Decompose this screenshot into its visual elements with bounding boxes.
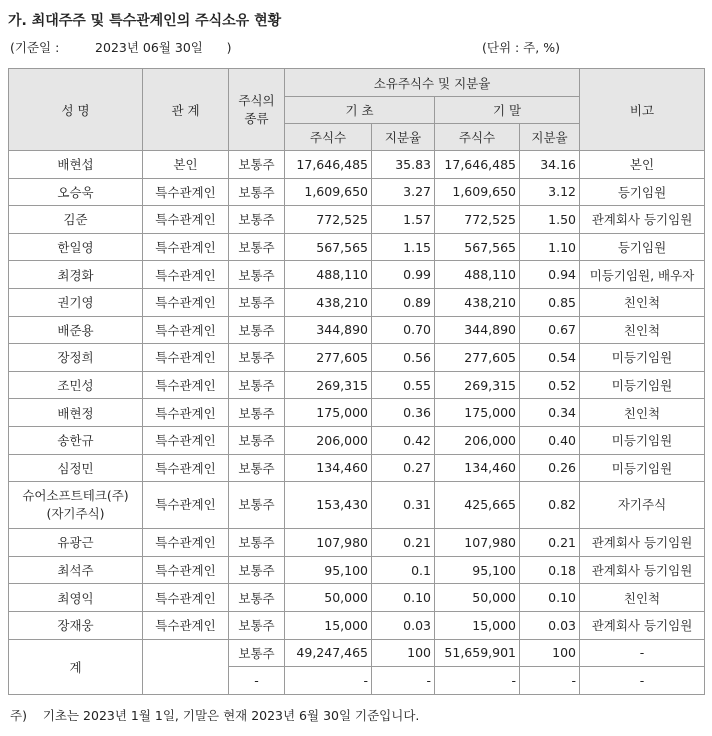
- cell-end-shares: 95,100: [435, 556, 520, 584]
- cell-end-ratio: 1.50: [520, 206, 580, 234]
- cell-name: 배현섭: [9, 151, 143, 179]
- total-note: -: [580, 667, 705, 695]
- cell-stock-type: 보통주: [229, 206, 285, 234]
- cell-begin-ratio: 0.31: [372, 482, 435, 529]
- cell-begin-ratio: 0.99: [372, 261, 435, 289]
- cell-note: 관계회사 등기임원: [580, 529, 705, 557]
- cell-begin-shares: 15,000: [285, 611, 372, 639]
- total-end-ratio: -: [520, 667, 580, 695]
- cell-begin-ratio: 1.15: [372, 233, 435, 261]
- cell-relation: 특수관계인: [143, 371, 229, 399]
- cell-name: 최영익: [9, 584, 143, 612]
- cell-name: 조민성: [9, 371, 143, 399]
- cell-end-shares: 488,110: [435, 261, 520, 289]
- cell-end-ratio: 0.34: [520, 399, 580, 427]
- cell-end-shares: 344,890: [435, 316, 520, 344]
- cell-name: 심정민: [9, 454, 143, 482]
- table-row: [9, 399, 705, 427]
- cell-end-shares: 15,000: [435, 611, 520, 639]
- cell-begin-shares: 277,605: [285, 344, 372, 372]
- cell-end-shares: 175,000: [435, 399, 520, 427]
- cell-begin-ratio: 0.56: [372, 344, 435, 372]
- cell-begin-shares: 567,565: [285, 233, 372, 261]
- cell-begin-shares: 17,646,485: [285, 151, 372, 179]
- total-begin-shares: -: [285, 667, 372, 695]
- header-holdings: 소유주식수 및 지분율: [285, 69, 580, 97]
- total-type: 보통주: [229, 639, 285, 667]
- cell-relation: 특수관계인: [143, 178, 229, 206]
- cell-stock-type: 보통주: [229, 426, 285, 454]
- cell-end-shares: 277,605: [435, 344, 520, 372]
- header-end-ratio: 지분율: [520, 124, 580, 151]
- cell-end-shares: 1,609,650: [435, 178, 520, 206]
- cell-begin-shares: 344,890: [285, 316, 372, 344]
- cell-name: 권기영: [9, 288, 143, 316]
- table-row: [9, 344, 705, 372]
- table-row: [9, 288, 705, 316]
- cell-end-shares: 107,980: [435, 529, 520, 557]
- cell-note: 자기주식: [580, 482, 705, 529]
- table-row: [9, 151, 705, 179]
- header-name: 성 명: [9, 69, 143, 151]
- table-row: [9, 371, 705, 399]
- cell-end-ratio: 1.10: [520, 233, 580, 261]
- cell-stock-type: 보통주: [229, 316, 285, 344]
- cell-stock-type: 보통주: [229, 261, 285, 289]
- cell-relation: 특수관계인: [143, 288, 229, 316]
- cell-note: 미등기임원, 배우자: [580, 261, 705, 289]
- table-row: [9, 611, 705, 639]
- table-row: [9, 233, 705, 261]
- cell-relation: 본인: [143, 151, 229, 179]
- total-relation-empty: [143, 639, 229, 694]
- cell-stock-type: 보통주: [229, 233, 285, 261]
- cell-begin-ratio: 1.57: [372, 206, 435, 234]
- cell-relation: 특수관계인: [143, 233, 229, 261]
- cell-begin-shares: 95,100: [285, 556, 372, 584]
- table-row: [9, 454, 705, 482]
- cell-begin-ratio: 0.21: [372, 529, 435, 557]
- cell-stock-type: 보통주: [229, 454, 285, 482]
- cell-relation: 특수관계인: [143, 316, 229, 344]
- cell-end-ratio: 0.03: [520, 611, 580, 639]
- cell-begin-shares: 175,000: [285, 399, 372, 427]
- cell-begin-shares: 269,315: [285, 371, 372, 399]
- cell-stock-type: 보통주: [229, 611, 285, 639]
- cell-stock-type: 보통주: [229, 399, 285, 427]
- cell-name: 배현정: [9, 399, 143, 427]
- table-row: [9, 529, 705, 557]
- cell-begin-ratio: 3.27: [372, 178, 435, 206]
- cell-name: 배준용: [9, 316, 143, 344]
- cell-note: 친인척: [580, 316, 705, 344]
- cell-end-ratio: 0.82: [520, 482, 580, 529]
- total-begin-shares: 49,247,465: [285, 639, 372, 667]
- cell-relation: 특수관계인: [143, 482, 229, 529]
- cell-end-shares: 772,525: [435, 206, 520, 234]
- cell-note: 관계회사 등기임원: [580, 611, 705, 639]
- header-begin-shares: 주식수: [285, 124, 372, 151]
- table-row: [9, 584, 705, 612]
- section-title: 가. 최대주주 및 특수관계인의 주식소유 현황: [8, 13, 282, 29]
- cell-name: 한일영: [9, 233, 143, 261]
- cell-note: 친인척: [580, 288, 705, 316]
- cell-end-ratio: 0.52: [520, 371, 580, 399]
- cell-begin-ratio: 35.83: [372, 151, 435, 179]
- cell-note: 미등기임원: [580, 371, 705, 399]
- unit-label: (단위 : 주, %): [482, 40, 560, 55]
- cell-begin-ratio: 0.36: [372, 399, 435, 427]
- cell-end-ratio: 0.18: [520, 556, 580, 584]
- total-section: [9, 639, 705, 694]
- cell-end-ratio: 0.10: [520, 584, 580, 612]
- cell-begin-shares: 438,210: [285, 288, 372, 316]
- total-label: 계: [9, 639, 143, 694]
- table-row: [9, 482, 705, 529]
- cell-note: 등기임원: [580, 178, 705, 206]
- cell-end-shares: 206,000: [435, 426, 520, 454]
- cell-stock-type: 보통주: [229, 584, 285, 612]
- cell-name: 유광근: [9, 529, 143, 557]
- table-row: [9, 426, 705, 454]
- table-row: [9, 178, 705, 206]
- cell-relation: 특수관계인: [143, 426, 229, 454]
- cell-note: 본인: [580, 151, 705, 179]
- cell-end-ratio: 0.40: [520, 426, 580, 454]
- cell-relation: 특수관계인: [143, 611, 229, 639]
- cell-end-ratio: 0.54: [520, 344, 580, 372]
- cell-begin-ratio: 0.1: [372, 556, 435, 584]
- total-end-ratio: 100: [520, 639, 580, 667]
- cell-name: 오승욱: [9, 178, 143, 206]
- total-end-shares: -: [435, 667, 520, 695]
- cell-name: 최석주: [9, 556, 143, 584]
- cell-stock-type: 보통주: [229, 288, 285, 316]
- cell-begin-ratio: 0.55: [372, 371, 435, 399]
- header-relation: 관 계: [143, 69, 229, 151]
- cell-begin-shares: 772,525: [285, 206, 372, 234]
- cell-relation: 특수관계인: [143, 556, 229, 584]
- cell-relation: 특수관계인: [143, 206, 229, 234]
- cell-end-shares: 134,460: [435, 454, 520, 482]
- cell-relation: 특수관계인: [143, 344, 229, 372]
- cell-stock-type: 보통주: [229, 529, 285, 557]
- cell-end-ratio: 0.85: [520, 288, 580, 316]
- cell-name: 김준: [9, 206, 143, 234]
- cell-end-ratio: 0.21: [520, 529, 580, 557]
- header-end-shares: 주식수: [435, 124, 520, 151]
- cell-begin-shares: 153,430: [285, 482, 372, 529]
- cell-note: 미등기임원: [580, 344, 705, 372]
- table-row: [9, 316, 705, 344]
- cell-relation: 특수관계인: [143, 261, 229, 289]
- cell-begin-shares: 107,980: [285, 529, 372, 557]
- cell-end-ratio: 0.26: [520, 454, 580, 482]
- table-row: [9, 206, 705, 234]
- total-row: [9, 639, 705, 667]
- cell-begin-ratio: 0.03: [372, 611, 435, 639]
- cell-note: 미등기임원: [580, 454, 705, 482]
- cell-begin-shares: 206,000: [285, 426, 372, 454]
- cell-note: 친인척: [580, 584, 705, 612]
- cell-stock-type: 보통주: [229, 371, 285, 399]
- base-date: (기준일 : 2023년 06월 30일 ): [10, 40, 232, 55]
- cell-note: 미등기임원: [580, 426, 705, 454]
- cell-stock-type: 보통주: [229, 344, 285, 372]
- cell-begin-ratio: 0.89: [372, 288, 435, 316]
- cell-name: 슈어소프트테크(주) (자기주식): [9, 482, 143, 529]
- cell-begin-shares: 1,609,650: [285, 178, 372, 206]
- cell-name: 장재웅: [9, 611, 143, 639]
- cell-note: 친인척: [580, 399, 705, 427]
- cell-end-ratio: 3.12: [520, 178, 580, 206]
- cell-relation: 특수관계인: [143, 529, 229, 557]
- cell-name: 장정희: [9, 344, 143, 372]
- total-end-shares: 51,659,901: [435, 639, 520, 667]
- cell-name: 최경화: [9, 261, 143, 289]
- cell-note: 등기임원: [580, 233, 705, 261]
- cell-stock-type: 보통주: [229, 151, 285, 179]
- cell-end-shares: 17,646,485: [435, 151, 520, 179]
- cell-begin-ratio: 0.70: [372, 316, 435, 344]
- header-stock-type: 주식의 종류: [229, 69, 285, 151]
- header-note: 비고: [580, 69, 705, 151]
- cell-begin-ratio: 0.42: [372, 426, 435, 454]
- cell-end-ratio: 0.67: [520, 316, 580, 344]
- table-row: [9, 556, 705, 584]
- cell-end-shares: 50,000: [435, 584, 520, 612]
- cell-begin-shares: 50,000: [285, 584, 372, 612]
- cell-name: 송한규: [9, 426, 143, 454]
- cell-stock-type: 보통주: [229, 556, 285, 584]
- footnote: 주) 기초는 2023년 1월 1일, 기말은 현재 2023년 6월 30일 기준입니다.: [10, 708, 420, 723]
- cell-end-shares: 269,315: [435, 371, 520, 399]
- cell-stock-type: 보통주: [229, 178, 285, 206]
- total-type: -: [229, 667, 285, 695]
- cell-begin-ratio: 0.10: [372, 584, 435, 612]
- total-begin-ratio: -: [372, 667, 435, 695]
- cell-end-shares: 438,210: [435, 288, 520, 316]
- shareholder-table: [8, 68, 705, 695]
- table-body: [9, 151, 705, 640]
- cell-begin-ratio: 0.27: [372, 454, 435, 482]
- cell-note: 관계회사 등기임원: [580, 206, 705, 234]
- cell-end-ratio: 0.94: [520, 261, 580, 289]
- header-begin: 기 초: [285, 97, 435, 124]
- cell-end-ratio: 34.16: [520, 151, 580, 179]
- cell-begin-shares: 134,460: [285, 454, 372, 482]
- cell-end-shares: 425,665: [435, 482, 520, 529]
- cell-begin-shares: 488,110: [285, 261, 372, 289]
- total-note: -: [580, 639, 705, 667]
- cell-relation: 특수관계인: [143, 399, 229, 427]
- cell-stock-type: 보통주: [229, 482, 285, 529]
- header-begin-ratio: 지분율: [372, 124, 435, 151]
- cell-relation: 특수관계인: [143, 454, 229, 482]
- cell-end-shares: 567,565: [435, 233, 520, 261]
- total-begin-ratio: 100: [372, 639, 435, 667]
- cell-note: 관계회사 등기임원: [580, 556, 705, 584]
- header-end: 기 말: [435, 97, 580, 124]
- cell-relation: 특수관계인: [143, 584, 229, 612]
- table-row: [9, 261, 705, 289]
